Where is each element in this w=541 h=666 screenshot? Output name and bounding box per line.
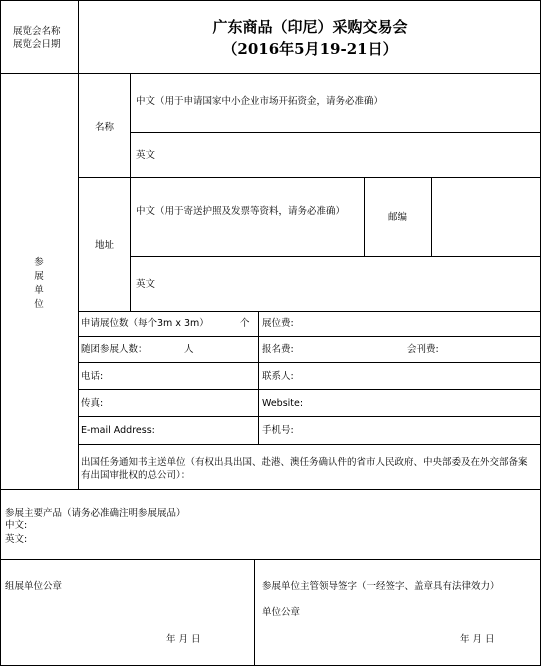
members-label[interactable]: 随团参展人数： xyxy=(81,344,148,355)
side-char: 参 xyxy=(34,257,44,268)
products-en-field[interactable]: 英文: xyxy=(5,534,28,545)
members-unit: 人 xyxy=(184,344,194,355)
mobile-label[interactable]: 手机号: xyxy=(262,425,294,436)
notice-field[interactable]: 出国任务通知书主送单位（有权出具出国、赴港、澳任务确认件的省市人民政府、中央部委及在外交部备案有出国审批权的总公司）： xyxy=(81,457,528,481)
address-cn-field[interactable]: 中文（用于寄送护照及发票等资料，请务必准确） xyxy=(136,206,346,217)
products-label: 参展主要产品（请务必准确注明参展展品） xyxy=(5,508,186,519)
organizer-date[interactable]: 年 月 日 xyxy=(166,634,201,645)
phone-label[interactable]: 电话: xyxy=(81,371,104,382)
side-char: 位 xyxy=(34,299,44,310)
booth-unit: 个 xyxy=(240,318,250,329)
page-title: 广东商品（印尼）采购交易会 xyxy=(212,18,408,36)
email-label[interactable]: E-mail Address: xyxy=(81,425,155,436)
registration-fee-label[interactable]: 报名费: xyxy=(262,344,294,355)
exhibition-date: （2016年5月19-21日） xyxy=(222,40,398,58)
signature-label: 参展单位主管领导签字（一经签字、盖章具有法律效力） xyxy=(262,581,500,592)
catalog-fee-label[interactable]: 会刊费: xyxy=(407,344,439,355)
side-char: 单 xyxy=(34,285,44,296)
organizer-seal-label: 组展单位公章 xyxy=(5,581,63,592)
name-label: 名称 xyxy=(95,122,115,133)
exhibition-name-label: 展览会名称 xyxy=(13,26,61,37)
address-label: 地址 xyxy=(95,240,115,251)
contact-label[interactable]: 联系人: xyxy=(262,371,294,382)
name-cn-field[interactable]: 中文（用于申请国家中小企业市场开拓资金，请务必准确） xyxy=(136,96,384,107)
unit-seal-label: 单位公章 xyxy=(262,607,301,618)
postcode-label: 邮编 xyxy=(388,212,408,223)
booth-count-label[interactable]: 申请展位数（每个3m x 3m） xyxy=(81,318,209,329)
fax-label[interactable]: 传真: xyxy=(81,398,104,409)
side-char: 展 xyxy=(34,271,44,282)
signature-date[interactable]: 年 月 日 xyxy=(460,634,495,645)
booth-fee-label[interactable]: 展位费: xyxy=(262,318,294,329)
exhibition-date-label: 展览会日期 xyxy=(13,39,61,50)
website-label[interactable]: Website: xyxy=(262,398,304,409)
name-en-field[interactable]: 英文 xyxy=(136,150,156,161)
address-en-field[interactable]: 英文 xyxy=(136,279,156,290)
products-cn-field[interactable]: 中文: xyxy=(5,520,28,531)
